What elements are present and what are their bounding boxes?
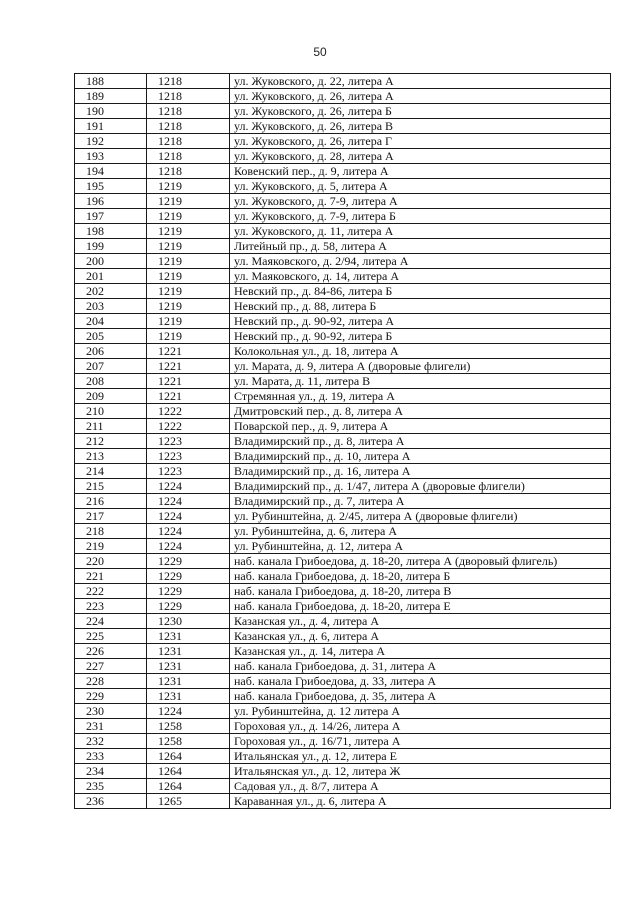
object-code-cell: 1258 [147,734,230,749]
address-cell: Гороховая ул., д. 14/26, литера А [230,719,611,734]
address-cell: наб. канала Грибоедова, д. 35, литера А [230,689,611,704]
table-row [75,134,611,149]
address-cell: Владимирский пр., д. 1/47, литера А (дворовые флигели) [230,479,611,494]
table-row [75,644,611,659]
address-cell: ул. Рубинштейна, д. 12 литера А [230,704,611,719]
address-cell: Казанская ул., д. 6, литера А [230,629,611,644]
table-row [75,509,611,524]
table-row [75,209,611,224]
row-number-cell: 236 [75,794,147,809]
address-cell: Невский пр., д. 88, литера Б [230,299,611,314]
table-row [75,524,611,539]
row-number-cell: 225 [75,629,147,644]
object-code-cell: 1264 [147,764,230,779]
table-row [75,689,611,704]
table-row [75,794,611,809]
row-number-cell: 194 [75,164,147,179]
row-number-cell: 200 [75,254,147,269]
object-code-cell: 1218 [147,89,230,104]
address-cell: ул. Жуковского, д. 28, литера А [230,149,611,164]
table-row [75,719,611,734]
address-cell: Казанская ул., д. 14, литера А [230,644,611,659]
table-row [75,389,611,404]
row-number-cell: 199 [75,239,147,254]
row-number-cell: 234 [75,764,147,779]
row-number-cell: 197 [75,209,147,224]
table-row [75,284,611,299]
address-cell: ул. Маяковского, д. 14, литера А [230,269,611,284]
table-row [75,149,611,164]
object-code-cell: 1218 [147,149,230,164]
table-row [75,734,611,749]
row-number-cell: 204 [75,314,147,329]
object-code-cell: 1218 [147,74,230,89]
row-number-cell: 218 [75,524,147,539]
row-number-cell: 223 [75,599,147,614]
table-row [75,764,611,779]
address-cell: Колокольная ул., д. 18, литера А [230,344,611,359]
address-cell: Владимирский пр., д. 8, литера А [230,434,611,449]
object-code-cell: 1231 [147,659,230,674]
table-row [75,404,611,419]
table-row [75,779,611,794]
row-number-cell: 221 [75,569,147,584]
object-code-cell: 1258 [147,719,230,734]
table-row [75,479,611,494]
address-cell: ул. Жуковского, д. 26, литера Г [230,134,611,149]
row-number-cell: 222 [75,584,147,599]
object-code-cell: 1221 [147,374,230,389]
address-cell: ул. Жуковского, д. 5, литера А [230,179,611,194]
row-number-cell: 195 [75,179,147,194]
object-code-cell: 1221 [147,389,230,404]
row-number-cell: 201 [75,269,147,284]
object-code-cell: 1229 [147,584,230,599]
address-cell: Владимирский пр., д. 16, литера А [230,464,611,479]
address-cell: ул. Жуковского, д. 7-9, литера Б [230,209,611,224]
row-number-cell: 230 [75,704,147,719]
object-code-cell: 1222 [147,404,230,419]
row-number-cell: 211 [75,419,147,434]
table-row [75,554,611,569]
object-code-cell: 1231 [147,689,230,704]
table-row [75,434,611,449]
object-code-cell: 1223 [147,464,230,479]
object-code-cell: 1264 [147,749,230,764]
object-code-cell: 1218 [147,164,230,179]
row-number-cell: 191 [75,119,147,134]
registry-table-body [75,74,611,809]
row-number-cell: 214 [75,464,147,479]
page-number: 50 [313,45,327,59]
table-row [75,74,611,89]
row-number-cell: 231 [75,719,147,734]
row-number-cell: 215 [75,479,147,494]
address-cell: ул. Рубинштейна, д. 6, литера А [230,524,611,539]
table-row [75,749,611,764]
address-cell: Ковенский пер., д. 9, литера А [230,164,611,179]
address-cell: Итальянская ул., д. 12, литера Е [230,749,611,764]
row-number-cell: 196 [75,194,147,209]
object-code-cell: 1219 [147,239,230,254]
object-code-cell: 1224 [147,524,230,539]
object-code-cell: 1231 [147,629,230,644]
object-code-cell: 1231 [147,674,230,689]
object-code-cell: 1221 [147,344,230,359]
row-number-cell: 228 [75,674,147,689]
object-code-cell: 1229 [147,554,230,569]
object-code-cell: 1219 [147,269,230,284]
row-number-cell: 209 [75,389,147,404]
object-code-cell: 1231 [147,644,230,659]
row-number-cell: 193 [75,149,147,164]
row-number-cell: 205 [75,329,147,344]
address-cell: ул. Жуковского, д. 26, литера Б [230,104,611,119]
object-code-cell: 1219 [147,329,230,344]
table-row [75,299,611,314]
address-cell: наб. канала Грибоедова, д. 18-20, литера Б [230,569,611,584]
address-cell: ул. Марата, д. 11, литера В [230,374,611,389]
object-code-cell: 1223 [147,434,230,449]
table-row [75,419,611,434]
address-cell: наб. канала Грибоедова, д. 33, литера А [230,674,611,689]
table-row [75,239,611,254]
table-row [75,344,611,359]
address-cell: Караванная ул., д. 6, литера А [230,794,611,809]
table-row [75,539,611,554]
address-cell: наб. канала Грибоедова, д. 31, литера А [230,659,611,674]
address-cell: Стремянная ул., д. 19, литера А [230,389,611,404]
address-cell: наб. канала Грибоедова, д. 18-20, литера Е [230,599,611,614]
row-number-cell: 224 [75,614,147,629]
object-code-cell: 1224 [147,494,230,509]
registry-table [74,73,611,809]
row-number-cell: 188 [75,74,147,89]
table-row [75,329,611,344]
address-cell: наб. канала Грибоедова, д. 18-20, литера В [230,584,611,599]
row-number-cell: 198 [75,224,147,239]
address-cell: ул. Жуковского, д. 26, литера А [230,89,611,104]
table-row [75,224,611,239]
row-number-cell: 206 [75,344,147,359]
table-row [75,569,611,584]
row-number-cell: 216 [75,494,147,509]
row-number-cell: 229 [75,689,147,704]
row-number-cell: 207 [75,359,147,374]
object-code-cell: 1219 [147,314,230,329]
row-number-cell: 226 [75,644,147,659]
table-row [75,179,611,194]
table-row [75,464,611,479]
row-number-cell: 217 [75,509,147,524]
object-code-cell: 1218 [147,104,230,119]
object-code-cell: 1265 [147,794,230,809]
address-cell: Невский пр., д. 90-92, литера Б [230,329,611,344]
address-cell: Литейный пр., д. 58, литера А [230,239,611,254]
object-code-cell: 1229 [147,569,230,584]
object-code-cell: 1230 [147,614,230,629]
address-cell: ул. Рубинштейна, д. 12, литера А [230,539,611,554]
table-row [75,629,611,644]
table-row [75,254,611,269]
address-cell: Садовая ул., д. 8/7, литера А [230,779,611,794]
object-code-cell: 1218 [147,134,230,149]
object-code-cell: 1264 [147,779,230,794]
table-row [75,89,611,104]
address-cell: Гороховая ул., д. 16/71, литера А [230,734,611,749]
address-cell: Поварской пер., д. 9, литера А [230,419,611,434]
row-number-cell: 235 [75,779,147,794]
address-cell: ул. Жуковского, д. 7-9, литера А [230,194,611,209]
address-cell: ул. Жуковского, д. 26, литера В [230,119,611,134]
row-number-cell: 220 [75,554,147,569]
row-number-cell: 213 [75,449,147,464]
row-number-cell: 208 [75,374,147,389]
object-code-cell: 1221 [147,359,230,374]
address-cell: Владимирский пр., д. 7, литера А [230,494,611,509]
object-code-cell: 1219 [147,224,230,239]
table-row [75,659,611,674]
object-code-cell: 1219 [147,254,230,269]
object-code-cell: 1222 [147,419,230,434]
table-row [75,674,611,689]
table-row [75,269,611,284]
object-code-cell: 1219 [147,194,230,209]
address-cell: ул. Жуковского, д. 22, литера А [230,74,611,89]
table-row [75,164,611,179]
table-row [75,599,611,614]
row-number-cell: 202 [75,284,147,299]
address-cell: ул. Маяковского, д. 2/94, литера А [230,254,611,269]
address-cell: Итальянская ул., д. 12, литера Ж [230,764,611,779]
object-code-cell: 1229 [147,599,230,614]
table-row [75,374,611,389]
table-row [75,104,611,119]
table-row [75,614,611,629]
address-cell: ул. Марата, д. 9, литера А (дворовые флигели) [230,359,611,374]
address-cell: Казанская ул., д. 4, литера А [230,614,611,629]
row-number-cell: 190 [75,104,147,119]
table-row [75,119,611,134]
object-code-cell: 1224 [147,539,230,554]
row-number-cell: 233 [75,749,147,764]
row-number-cell: 189 [75,89,147,104]
row-number-cell: 210 [75,404,147,419]
row-number-cell: 212 [75,434,147,449]
object-code-cell: 1219 [147,299,230,314]
table-row [75,359,611,374]
table-row [75,194,611,209]
address-cell: ул. Жуковского, д. 11, литера А [230,224,611,239]
address-cell: Дмитровский пер., д. 8, литера А [230,404,611,419]
table-row [75,584,611,599]
object-code-cell: 1218 [147,119,230,134]
row-number-cell: 232 [75,734,147,749]
address-cell: наб. канала Грибоедова, д. 18-20, литера А (дворовый флигель) [230,554,611,569]
address-cell: ул. Рубинштейна, д. 2/45, литера А (дворовые флигели) [230,509,611,524]
row-number-cell: 192 [75,134,147,149]
row-number-cell: 219 [75,539,147,554]
object-code-cell: 1219 [147,209,230,224]
table-row [75,449,611,464]
object-code-cell: 1223 [147,449,230,464]
address-cell: Владимирский пр., д. 10, литера А [230,449,611,464]
row-number-cell: 227 [75,659,147,674]
object-code-cell: 1224 [147,479,230,494]
address-cell: Невский пр., д. 90-92, литера А [230,314,611,329]
address-cell: Невский пр., д. 84-86, литера Б [230,284,611,299]
object-code-cell: 1219 [147,179,230,194]
object-code-cell: 1219 [147,284,230,299]
row-number-cell: 203 [75,299,147,314]
object-code-cell: 1224 [147,509,230,524]
object-code-cell: 1224 [147,704,230,719]
table-row [75,704,611,719]
table-row [75,314,611,329]
table-row [75,494,611,509]
